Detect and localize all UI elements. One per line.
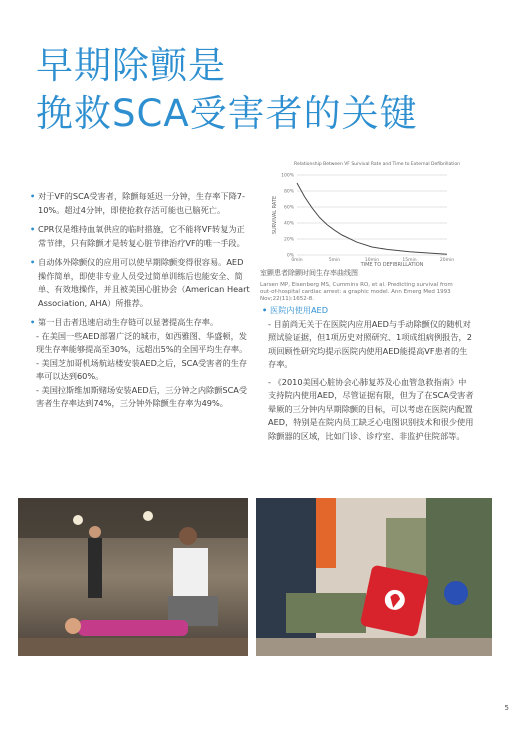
chart-y-tick: 0% <box>286 253 294 259</box>
chart-x-tick: 15min <box>402 258 417 263</box>
hospital-heading: • 医院内使用AED <box>262 304 474 318</box>
photo-aed-military <box>256 498 492 656</box>
chart-x-tick: 0min <box>291 258 303 263</box>
chart-y-tick: 60% <box>283 205 294 211</box>
chart-x-tick: 20min <box>439 258 455 263</box>
left-column <box>30 190 250 411</box>
chart-y-tick: 80% <box>283 189 294 195</box>
right-column <box>262 304 474 443</box>
photo-cpr-scene <box>18 498 248 656</box>
stat-lasvegas: - 美国拉斯维加斯赌场安装AED后，三分钟之内除颤SCA受害者生存率达到74%，三分钟外除颤生存率为49%。 <box>36 384 248 408</box>
survival-curve <box>297 183 447 254</box>
stat-chicago: - 美国芝加哥机场航站楼安装AED之后，SCA受害者的生存率可以达到60%。 <box>36 357 248 381</box>
hospital-evidence: - 目前尚无关于在医院内应用AED与手动除颤仪的随机对照试验证据，但1项历史对照研究、1项成组病例报告，2项回顾性研究均提示医院内使用AED能提高VF患者的生存率。 <box>268 318 472 369</box>
chart-y-tick: 20% <box>283 237 294 243</box>
chart-source: Larsen MP, Eisenberg MS, Cummins RO, et al. Predicting survival from out-of-hospital cardiac arrest: a graphic model. Ann Emerg Med 1993 Nov;22(11):1652-8. <box>260 282 453 302</box>
page-title-line2: 挽救SCA受害者的关键 <box>36 92 418 135</box>
page-title-line1: 早期除颤是 <box>36 44 226 87</box>
para-vf-delay: • 对于VF的SCA受害者，除颤每延迟一分钟，生存率下降7-10%。超过4分钟，即使抢救存活可能也已脑死亡。 <box>30 190 250 217</box>
stat-seattle: - 在美国一些AED部署广泛的城市，如西雅图、华盛顿，发现生存率能够提高至30%，远超出5%的全国平均生存率。 <box>36 330 248 354</box>
chart-xlabel: TIME TO DEFIBRILLATION <box>360 262 424 268</box>
chart-y-tick: 100% <box>281 173 294 179</box>
chart-y-tick: 40% <box>283 221 294 227</box>
chart-caption: 室颤患者除颤时间生存率曲线图 <box>260 269 358 277</box>
page-number: 5 <box>504 704 509 712</box>
chart-ylabel: SURVIVAL RATE <box>272 195 278 235</box>
para-cpr: • CPR仅是维持血氧供应的临时措施，它不能将VF转复为正常节律，只有除颤才是转复心脏节律治疗VF的唯一手段。 <box>30 223 250 250</box>
para-chain: • 第一目击者迅速启动生存链可以显著提高生存率。 <box>30 316 250 330</box>
para-aed: • 自动体外除颤仪的应用可以使早期除颤变得很容易。AED操作简单，即使非专业人员受过简单训练后也能安全、简单、有效地操作，并且被美国心脏协会（American Heart Association, AHA）所推荐。 <box>30 256 250 310</box>
survival-rate-chart <box>267 160 467 270</box>
chart-x-tick: 10min <box>364 258 380 263</box>
chart-x-tick: 5min <box>328 258 341 263</box>
chart-title: Relationship Between VF Survival Rate and Time to External Defibrillation <box>294 162 460 167</box>
hospital-guideline: - 《2010美国心脏协会心肺复苏及心血管急救指南》中支持院内使用AED，尽管证据有限，但为了在SCA受害者晕厥的三分钟内早期除颤的目标，可以考虑在医院内配置AED，特别是在院内员工缺乏心电图识别技术和很少使用除颤器的区域，比如门诊、诊疗室、非监护住院部等。 <box>268 376 474 441</box>
